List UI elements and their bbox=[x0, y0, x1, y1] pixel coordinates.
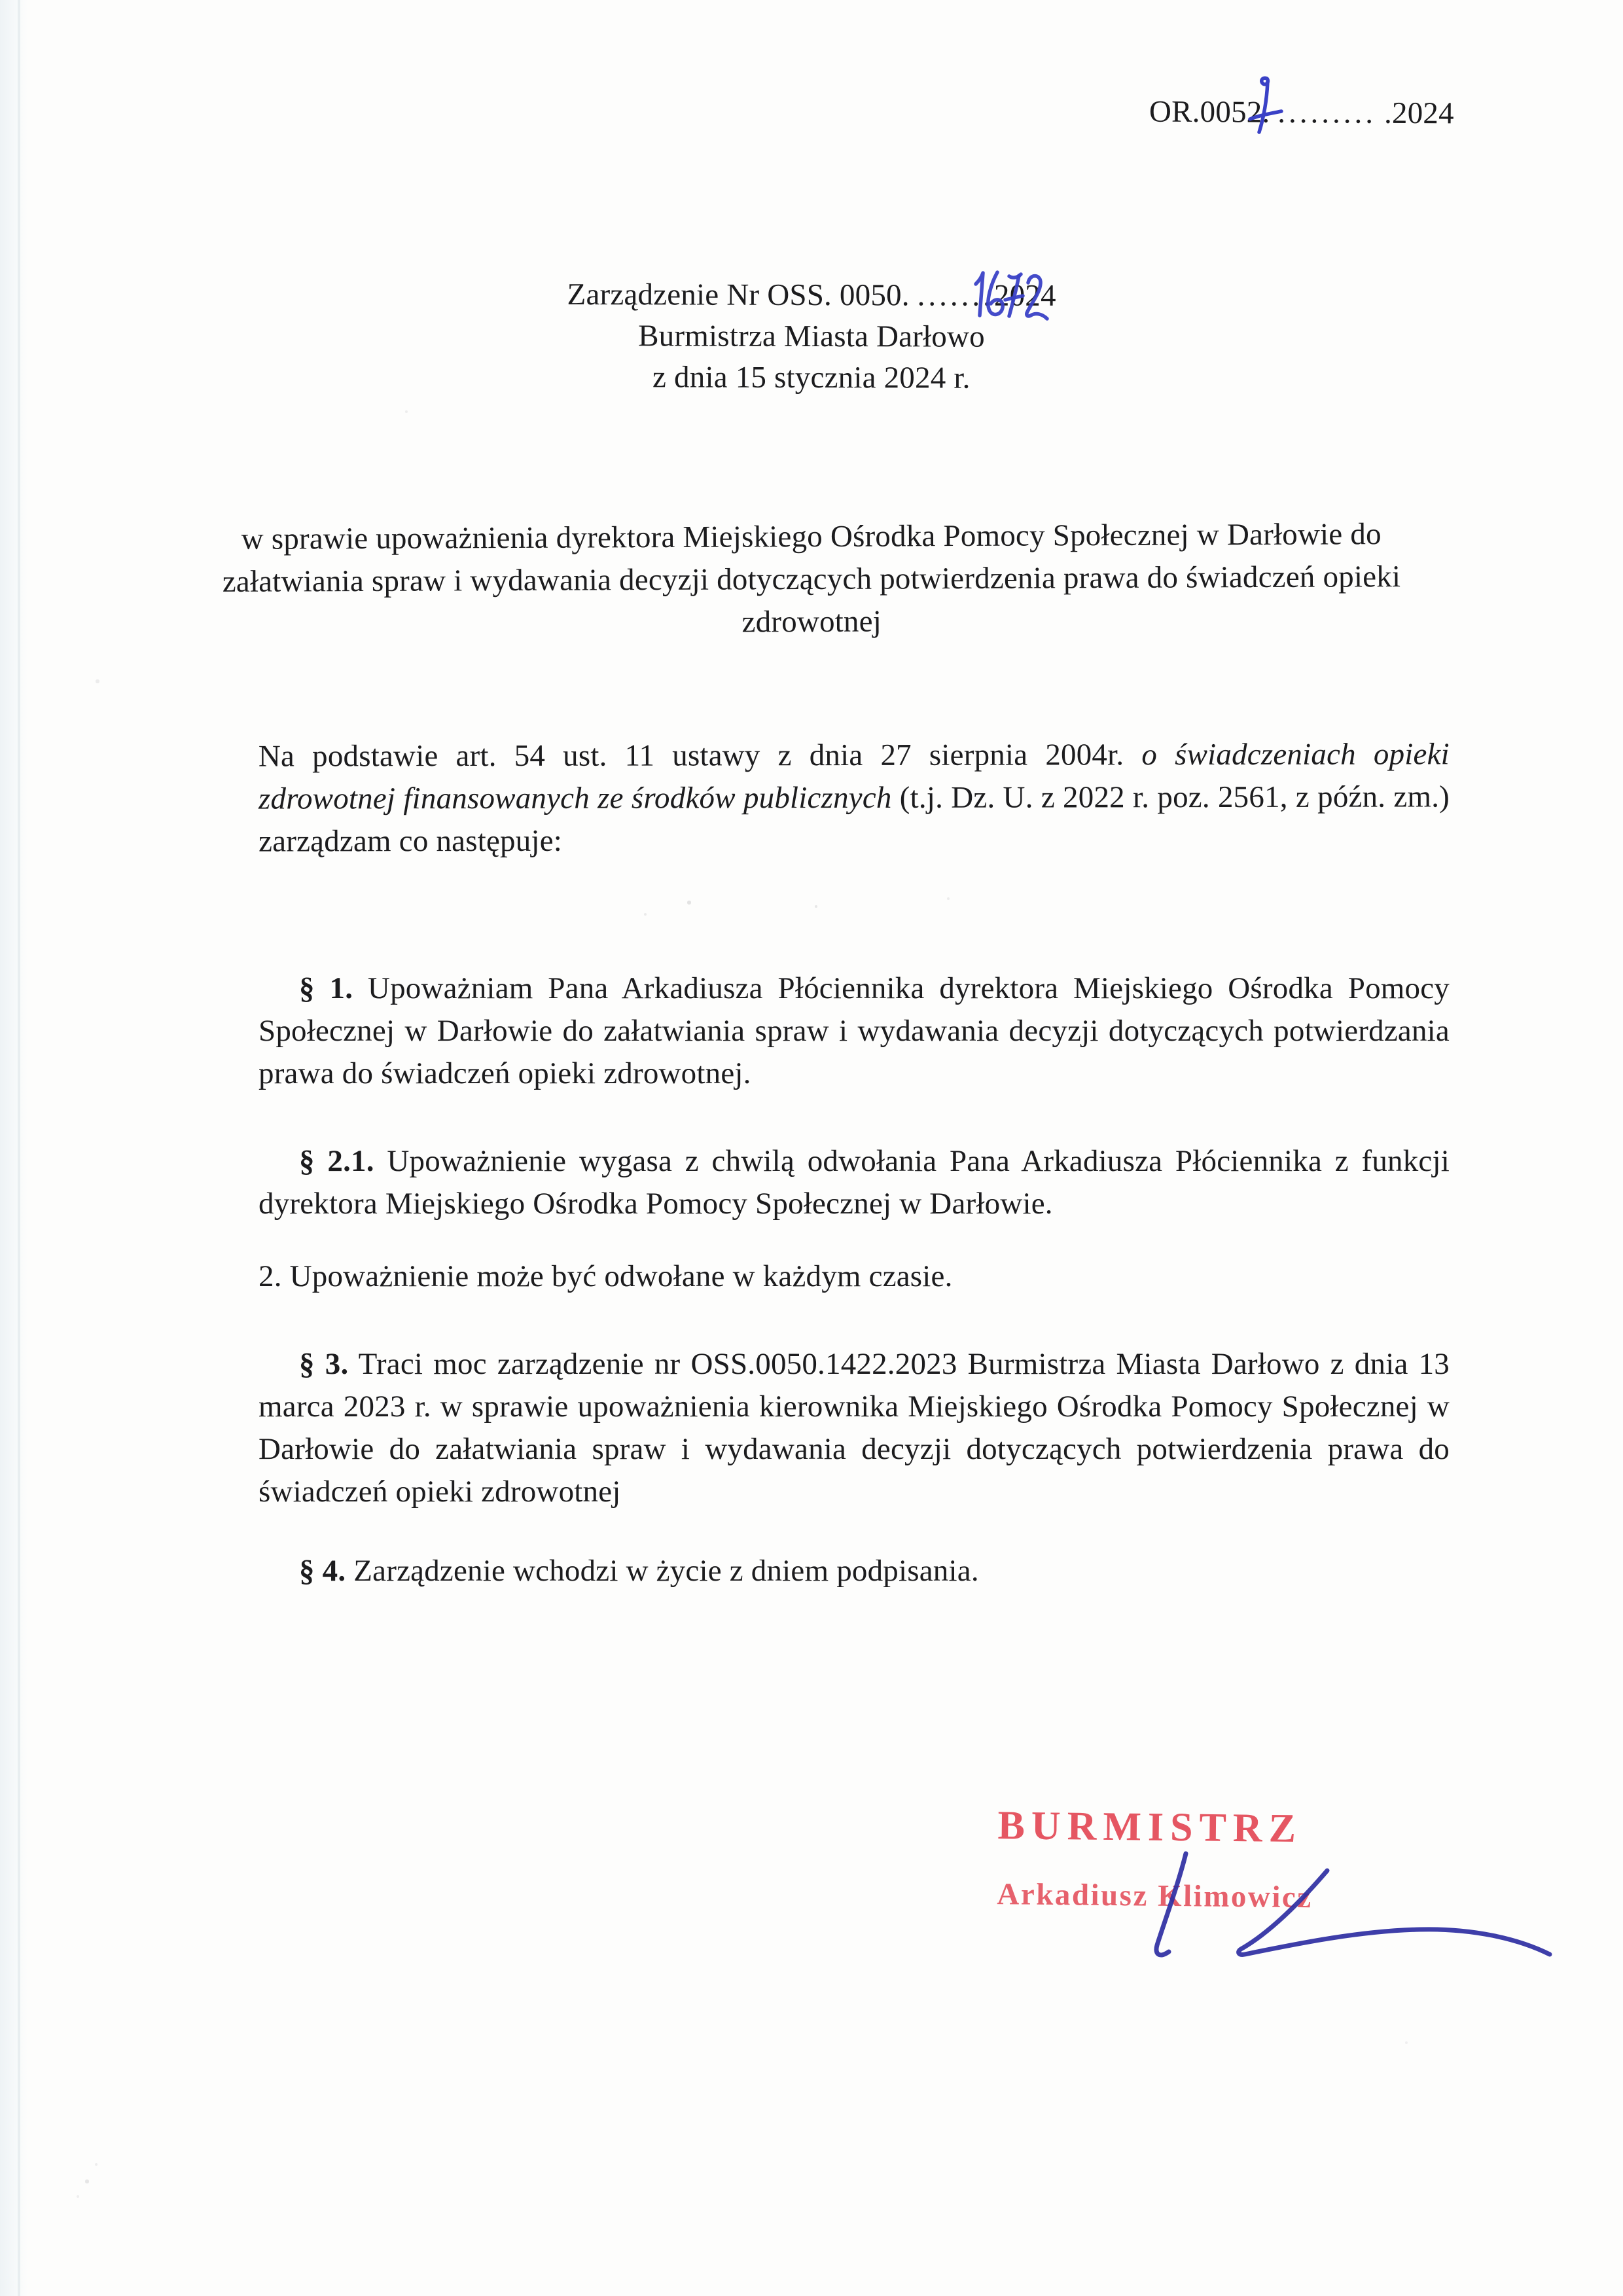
subject-line: w sprawie upoważnienia dyrektora Miejskiego Ośrodka Pomocy Społecznej w Darłowie do załatwiania spraw i wydawania decyzji dotyczących potwierdzenia prawa do świadczeń opieki zdrowotnej bbox=[222, 517, 1401, 639]
scan-speckles bbox=[0, 0, 1, 1]
section-2-point-2: 2. Upoważnienie może być odwołane w każdym czasie. bbox=[259, 1259, 953, 1293]
section-3-marker: § 3. bbox=[299, 1347, 349, 1381]
order-authority: Burmistrza Miasta Darłowo bbox=[638, 319, 985, 354]
order-title-block bbox=[216, 274, 1407, 401]
reference-prefix: OR.0052. bbox=[1149, 94, 1278, 130]
section-1-text: Upoważniam Pana Arkadiusza Płóciennika dyrektora Miejskiego Ośrodka Pomocy Społecznej w Darłowie do załatwiania spraw i wydawania decyzji dotyczących potwierdzania prawa do świadczeń opieki zdrowotnej. bbox=[259, 971, 1450, 1090]
section-3 bbox=[259, 1343, 1450, 1513]
section-2-marker: § 2.1. bbox=[299, 1144, 374, 1178]
section-2-text: Upoważnienie wygasa z chwilą odwołania Pana Arkadiusza Płóciennika z funkcji dyrektora Miejskiego Ośrodka Pomocy Społecznej w Darłowie. bbox=[259, 1144, 1450, 1221]
order-title-text: Zarządzenie Nr OSS. 0050. bbox=[567, 278, 918, 313]
handwritten-signature bbox=[1139, 1833, 1571, 1977]
section-4-marker: § 4. bbox=[299, 1554, 346, 1588]
order-date: z dnia 15 stycznia 2024 r. bbox=[652, 360, 971, 395]
scanner-edge-artifact bbox=[0, 0, 27, 2296]
reference-dotted-line: ......... bbox=[1277, 95, 1377, 130]
section-2 bbox=[259, 1140, 1450, 1225]
section-1 bbox=[259, 967, 1450, 1095]
reference-suffix: .2024 bbox=[1376, 96, 1455, 131]
handwritten-order-number bbox=[969, 267, 1050, 322]
order-number-dotted-line: ....... bbox=[917, 278, 994, 313]
order-title-line bbox=[216, 274, 1407, 318]
stamp-signer-name: Arkadiusz Klimowicz bbox=[997, 1877, 1313, 1915]
stamp-title: BURMISTRZ bbox=[997, 1803, 1303, 1852]
section-4-text: Zarządzenie wchodzi w życie z dniem podpisania. bbox=[346, 1554, 979, 1588]
legal-basis-act-title: o świadczeniach opieki zdrowotnej finansowanych ze środków publicznych bbox=[258, 737, 1450, 816]
legal-basis bbox=[259, 733, 1450, 863]
legal-basis-prefix: Na podstawie art. 54 ust. 11 ustawy z dnia 27 sierpnia 2004r. bbox=[258, 738, 1142, 774]
section-1-marker: § 1. bbox=[299, 971, 353, 1005]
section-3-text: Traci moc zarządzenie nr OSS.0050.1422.2023 Burmistrza Miasta Darłowo z dnia 13 marca 2023 r. w sprawie upoważnienia kierownika Miejskiego Ośrodka Pomocy Społecznej w Darłowie do załatwiania spraw i wydawania decyzji dotyczących potwierdzenia prawa do świadczeń opieki zdrowotnej bbox=[259, 1347, 1450, 1509]
order-title-year: 2024 bbox=[993, 278, 1056, 313]
section-4 bbox=[259, 1550, 1450, 1592]
handwritten-ref-number bbox=[1247, 73, 1285, 136]
reference-number bbox=[1149, 92, 1454, 134]
legal-basis-suffix: (t.j. Dz. U. z 2022 r. poz. 2561, z późn. zm.) zarządzam co następuje: bbox=[259, 780, 1450, 859]
